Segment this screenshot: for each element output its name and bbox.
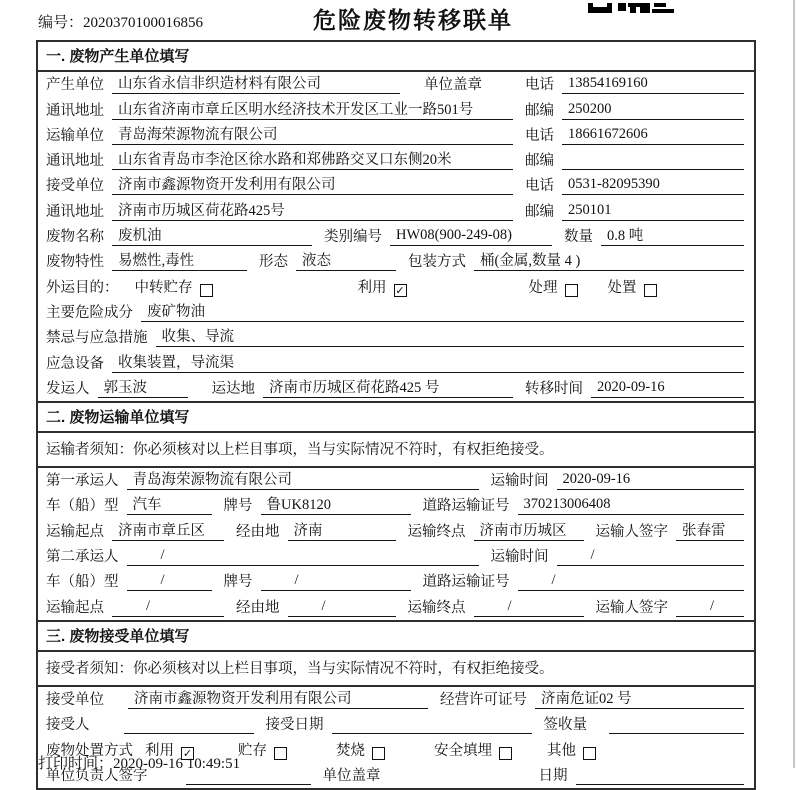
disposal-option-landfill bbox=[434, 739, 512, 760]
shipper-row bbox=[38, 376, 754, 401]
road-permit2-value: / bbox=[518, 572, 745, 591]
purpose-option-dispose bbox=[608, 276, 657, 297]
road-permit-value: 370213006408 bbox=[518, 496, 745, 515]
emergency-measures-row bbox=[38, 325, 754, 350]
accept-date-label: 接受日期 bbox=[265, 717, 324, 734]
waste-name-label: 废物名称 bbox=[46, 229, 104, 246]
category-code-value: HW08(900-249-08) bbox=[390, 227, 552, 246]
receiver-notice: 接受者须知：你必须核对以上栏目事项，当与实际情况不符时，有权拒绝接受。 bbox=[38, 652, 754, 687]
document-header bbox=[0, 0, 796, 40]
qr-code-fragment-svg bbox=[588, 3, 676, 13]
transporter-unit-value: 青岛海荣源物流有限公司 bbox=[112, 123, 513, 145]
transporter-unit-label: 运输单位 bbox=[46, 127, 104, 144]
shipper-value: 郭玉波 bbox=[98, 376, 188, 398]
disposal-checkbox-incinerate bbox=[372, 747, 385, 760]
form-title: 危险废物转移联单 bbox=[313, 7, 513, 33]
section-transporter bbox=[38, 401, 754, 620]
second-carrier-label: 第二承运人 bbox=[46, 549, 119, 566]
second-vehicle-row bbox=[38, 569, 754, 594]
producer-zip-label: 邮编 bbox=[525, 102, 554, 119]
producer-unit-row bbox=[38, 72, 754, 97]
transporter-zip-label: 邮编 bbox=[525, 153, 554, 170]
producer-address-row bbox=[38, 97, 754, 122]
transfer-time-label: 转移时间 bbox=[525, 380, 583, 397]
emergency-equipment-label: 应急设备 bbox=[46, 355, 104, 372]
unit-seal2-label: 单位盖章 bbox=[322, 767, 381, 784]
received-qty-value bbox=[609, 715, 744, 734]
receiver-zip-label: 邮编 bbox=[525, 203, 554, 220]
section-producer-header: 一. 废物产生单位填写 bbox=[38, 42, 754, 72]
hazard-component-row bbox=[38, 300, 754, 325]
license-label: 经营许可证号 bbox=[440, 691, 527, 708]
second-carrier-row bbox=[38, 544, 754, 569]
quantity-label: 数量 bbox=[564, 229, 593, 246]
purpose-checkbox-dispose bbox=[644, 284, 657, 297]
transport-time2-value: / bbox=[557, 547, 745, 566]
section-producer bbox=[38, 42, 754, 401]
disposal-option-label: 焚烧 bbox=[336, 742, 365, 759]
license-value: 济南危证02 号 bbox=[535, 687, 744, 709]
unit-seal-label: 单位盖章 bbox=[424, 77, 482, 94]
disposal-option-label: 利用 bbox=[145, 742, 174, 759]
plate-number2-value: / bbox=[261, 572, 411, 591]
waste-trait-value: 易燃性,毒性 bbox=[112, 249, 247, 271]
disposal-option-label: 贮存 bbox=[238, 742, 267, 759]
hazard-component-label: 主要危险成分 bbox=[46, 304, 133, 321]
transporter-phone-label: 电话 bbox=[525, 127, 554, 144]
receiver-address-row bbox=[38, 198, 754, 223]
accept-unit-value: 济南市鑫源物资开发利用有限公司 bbox=[128, 687, 428, 709]
producer-address-value: 山东省济南市章丘区明水经济技术开发区工业一路501号 bbox=[112, 98, 513, 120]
via2-value: / bbox=[288, 598, 396, 617]
disposal-checkbox-storage bbox=[274, 747, 287, 760]
purpose-checkbox-treat bbox=[565, 284, 578, 297]
purpose-option-label: 中转贮存 bbox=[134, 279, 193, 296]
form-label: 形态 bbox=[259, 254, 288, 271]
carrier-sign2-value: / bbox=[676, 598, 744, 617]
packing-label: 包装方式 bbox=[408, 254, 466, 271]
first-carrier-value: 青岛海荣源物流有限公司 bbox=[127, 468, 479, 490]
purpose-checkbox-utilize bbox=[394, 284, 407, 297]
head-signature-label: 单位负责人签字 bbox=[46, 767, 148, 784]
plate-number-label: 牌号 bbox=[223, 498, 253, 515]
receiver-address-value: 济南市历城区荷花路425号 bbox=[112, 199, 513, 221]
via2-label: 经由地 bbox=[236, 599, 280, 616]
plate-number2-label: 牌号 bbox=[223, 574, 253, 591]
packing-value: 桶(金属,数量 4 ) bbox=[474, 249, 744, 271]
print-time bbox=[38, 752, 240, 773]
transfer-purpose-label: 外运目的： bbox=[46, 279, 119, 296]
purpose-option-transfer-storage bbox=[135, 276, 213, 297]
dest2-value: / bbox=[474, 598, 584, 617]
vehicle-type2-value: / bbox=[127, 572, 212, 591]
receiver-phone-value: 0531-82095390 bbox=[562, 176, 744, 195]
disposal-checkbox-other bbox=[583, 747, 596, 760]
purpose-option-label: 处理 bbox=[528, 279, 558, 296]
second-carrier-value: / bbox=[127, 547, 479, 566]
transporter-address-label: 通讯地址 bbox=[46, 153, 104, 170]
carrier-sign2-label: 运输人签字 bbox=[595, 599, 668, 616]
vehicle-type2-label: 车（船）型 bbox=[46, 574, 119, 591]
purpose-option-treat bbox=[529, 276, 578, 297]
disposal-option-label: 其他 bbox=[547, 742, 576, 759]
dest2-label: 运输终点 bbox=[407, 599, 466, 616]
origin-value: 济南市章丘区 bbox=[112, 519, 224, 541]
waste-trait-label: 废物特性 bbox=[46, 254, 104, 271]
via-label: 经由地 bbox=[236, 523, 280, 540]
via-value: 济南 bbox=[288, 519, 396, 541]
producer-unit-value: 山东省永信非织造材料有限公司 bbox=[112, 72, 400, 94]
checkmark: ✓ bbox=[182, 746, 193, 760]
producer-zip-value: 250200 bbox=[562, 101, 744, 120]
first-route-row bbox=[38, 518, 754, 543]
transport-time-value: 2020-09-16 bbox=[557, 471, 745, 490]
waste-name-value: 废机油 bbox=[112, 224, 312, 246]
dest-value: 济南市历城区 bbox=[474, 519, 584, 541]
print-time-value: 2020-09-16 10:49:51 bbox=[113, 756, 241, 772]
emergency-equipment-row bbox=[38, 350, 754, 375]
hazard-component-value: 废矿物油 bbox=[141, 300, 744, 322]
receiver-unit-label: 接受单位 bbox=[46, 178, 104, 195]
disposal-option-storage bbox=[238, 739, 287, 760]
transport-time2-label: 运输时间 bbox=[490, 549, 549, 566]
waste-trait-row bbox=[38, 249, 754, 274]
emergency-measures-value: 收集、导流 bbox=[156, 325, 745, 347]
dest-label: 运输终点 bbox=[407, 523, 466, 540]
plate-number-value: 鲁UK8120 bbox=[261, 493, 411, 515]
receiver-phone-label: 电话 bbox=[525, 178, 554, 195]
shipper-label: 发运人 bbox=[46, 380, 90, 397]
receiver-zip-value: 250101 bbox=[562, 202, 744, 221]
vehicle-type-value: 汽车 bbox=[127, 493, 212, 515]
waste-name-row bbox=[38, 224, 754, 249]
date-label: 日期 bbox=[538, 767, 568, 784]
purpose-option-label: 处置 bbox=[607, 279, 637, 296]
accept-unit-row bbox=[38, 687, 754, 712]
transport-time-label: 运输时间 bbox=[490, 473, 549, 490]
received-qty-label: 签收量 bbox=[543, 717, 587, 734]
origin2-value: / bbox=[112, 598, 224, 617]
transfer-time-value: 2020-09-16 bbox=[591, 379, 744, 398]
receiver-unit-row bbox=[38, 173, 754, 198]
purpose-option-utilize bbox=[358, 276, 407, 297]
serial-value: 2020370100016856 bbox=[83, 15, 204, 31]
serial-label: 编号： bbox=[38, 15, 84, 31]
section-receiver-header: 三. 废物接受单位填写 bbox=[38, 622, 754, 652]
recipient-label: 接受人 bbox=[46, 717, 90, 734]
purpose-option-label: 利用 bbox=[357, 279, 387, 296]
recipient-value bbox=[124, 715, 254, 734]
second-route-row bbox=[38, 594, 754, 619]
producer-address-label: 通讯地址 bbox=[46, 102, 104, 119]
producer-phone-value: 13854169160 bbox=[562, 75, 744, 94]
transporter-zip-value bbox=[562, 151, 744, 170]
transporter-address-row bbox=[38, 148, 754, 173]
transporter-notice: 运输者须知：你必须核对以上栏目事项，当与实际情况不符时，有权拒绝接受。 bbox=[38, 433, 754, 468]
receiver-unit-value: 济南市鑫源物资开发利用有限公司 bbox=[112, 173, 513, 195]
transporter-unit-row bbox=[38, 123, 754, 148]
quantity-value: 0.8 吨 bbox=[601, 224, 744, 246]
carrier-sign-label: 运输人签字 bbox=[595, 523, 668, 540]
disposal-method-label: 废物处置方式 bbox=[46, 742, 133, 759]
transporter-phone-value: 18661672606 bbox=[562, 126, 744, 145]
receiver-address-label: 通讯地址 bbox=[46, 203, 104, 220]
destination-label: 运达地 bbox=[211, 380, 255, 397]
disposal-option-label: 安全填埋 bbox=[434, 742, 492, 759]
transfer-purpose-row bbox=[38, 274, 754, 299]
emergency-equipment-value: 收集装置，导流渠 bbox=[112, 351, 744, 373]
page-edge bbox=[793, 0, 795, 768]
first-vehicle-row bbox=[38, 493, 754, 518]
accept-date-value bbox=[332, 715, 532, 734]
purpose-checkbox-transfer-storage bbox=[200, 284, 213, 297]
section-transporter-header: 二. 废物运输单位填写 bbox=[38, 403, 754, 433]
date-value bbox=[576, 766, 745, 785]
destination-value: 济南市历城区荷花路425 号 bbox=[263, 376, 513, 398]
disposal-option-incinerate bbox=[336, 739, 385, 760]
accept-unit-label: 接受单位 bbox=[46, 691, 104, 708]
manifest-table bbox=[36, 40, 756, 790]
category-code-label: 类别编号 bbox=[324, 229, 382, 246]
print-time-label: 打印时间： bbox=[38, 756, 114, 772]
road-permit-label: 道路运输证号 bbox=[422, 498, 510, 515]
qr-code-fragment bbox=[588, 0, 676, 10]
form-value: 液态 bbox=[296, 249, 396, 271]
emergency-measures-label: 禁忌与应急措施 bbox=[46, 330, 148, 347]
first-carrier-label: 第一承运人 bbox=[46, 473, 119, 490]
producer-phone-label: 电话 bbox=[525, 77, 554, 94]
recipient-row bbox=[38, 712, 754, 737]
producer-unit-label: 产生单位 bbox=[46, 77, 104, 94]
vehicle-type-label: 车（船）型 bbox=[46, 498, 119, 515]
carrier-sign-value: 张春雷 bbox=[676, 519, 744, 541]
checkmark: ✓ bbox=[395, 283, 405, 297]
transporter-address-value: 山东省青岛市李沧区徐水路和郑佛路交叉口东侧20米 bbox=[112, 148, 513, 170]
disposal-option-other bbox=[547, 739, 596, 760]
origin-label: 运输起点 bbox=[46, 523, 104, 540]
road-permit2-label: 道路运输证号 bbox=[422, 574, 510, 591]
first-carrier-row bbox=[38, 468, 754, 493]
origin2-label: 运输起点 bbox=[46, 599, 104, 616]
disposal-checkbox-landfill bbox=[499, 747, 512, 760]
